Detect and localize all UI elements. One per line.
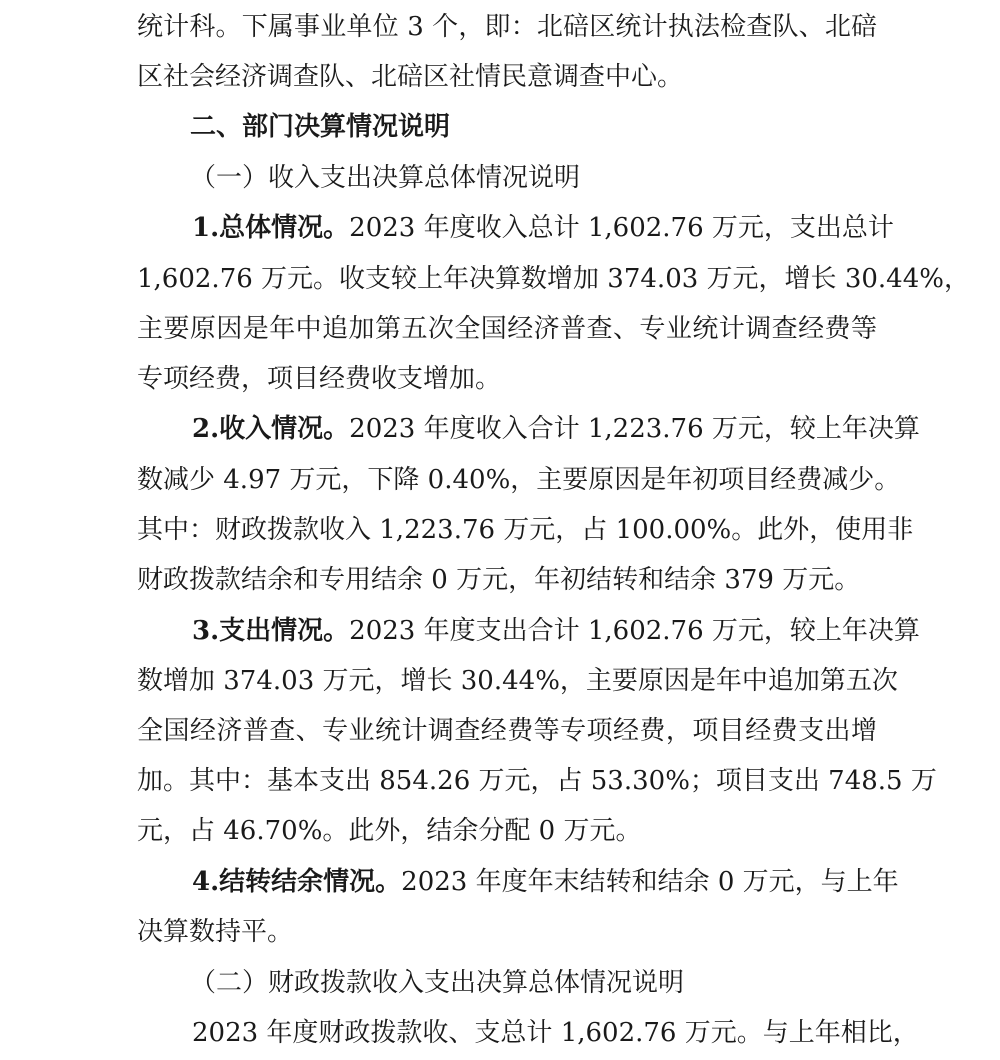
paragraph-lead: 3.支出情况。 [192, 616, 350, 646]
paragraph-line [192, 606, 920, 656]
paragraph-lead: 1.总体情况。 [192, 213, 350, 243]
paragraph-lead: 4.结转结余情况。 [192, 867, 402, 897]
subsection-heading: （一）收入支出决算总体情况说明 [190, 163, 581, 193]
text-line: 区社会经济调查队、北碚区社情民意调查中心。 [137, 62, 684, 92]
text-line: 加。其中：基本支出 854.26 万元，占 53.30%；项目支出 748.5 万 [137, 766, 937, 796]
paragraph-line [192, 404, 920, 454]
text-line: 主要原因是年中追加第五次全国经济普查、专业统计调查经费等 [137, 314, 877, 344]
subsection-heading: （二）财政拨款收入支出决算总体情况说明 [190, 968, 685, 998]
paragraph-line [192, 857, 899, 907]
text-line: 决算数持平。 [137, 917, 294, 947]
text-line: 数增加 374.03 万元，增长 30.44%，主要原因是年中追加第五次 [137, 666, 898, 696]
text-line: 财政拨款结余和专用结余 0 万元，年初结转和结余 379 万元。 [137, 565, 861, 595]
text-line: 其中：财政拨款收入 1,223.76 万元，占 100.00%。此外，使用非 [137, 515, 914, 545]
text-line: 元，占 46.70%。此外，结余分配 0 万元。 [137, 816, 642, 846]
text-line: 1,602.76 万元。收支较上年决算数增加 374.03 万元，增长 30.44%， [137, 264, 970, 294]
text-line: 专项经费，项目经费收支增加。 [137, 364, 502, 394]
paragraph-text: 2023 年度年末结转和结余 0 万元，与上年 [401, 867, 899, 897]
text-line: 数减少 4.97 万元，下降 0.40%，主要原因是年初项目经费减少。 [137, 465, 901, 495]
paragraph-line [192, 203, 894, 253]
text-line: 统计科。下属事业单位 3 个，即：北碚区统计执法检查队、北碚 [137, 12, 877, 42]
text-line: 全国经济普查、专业统计调查经费等专项经费，项目经费支出增 [137, 716, 877, 746]
paragraph-lead: 2.收入情况。 [192, 414, 350, 444]
section-heading: 二、部门决算情况说明 [190, 112, 451, 142]
paragraph-text: 2023 年度支出合计 1,602.76 万元，较上年决算 [349, 616, 920, 646]
paragraph-text: 2023 年度收入合计 1,223.76 万元，较上年决算 [349, 414, 920, 444]
text-line: 2023 年度财政拨款收、支总计 1,602.76 万元。与上年相比， [192, 1018, 919, 1048]
paragraph-text: 2023 年度收入总计 1,602.76 万元，支出总计 [349, 213, 894, 243]
